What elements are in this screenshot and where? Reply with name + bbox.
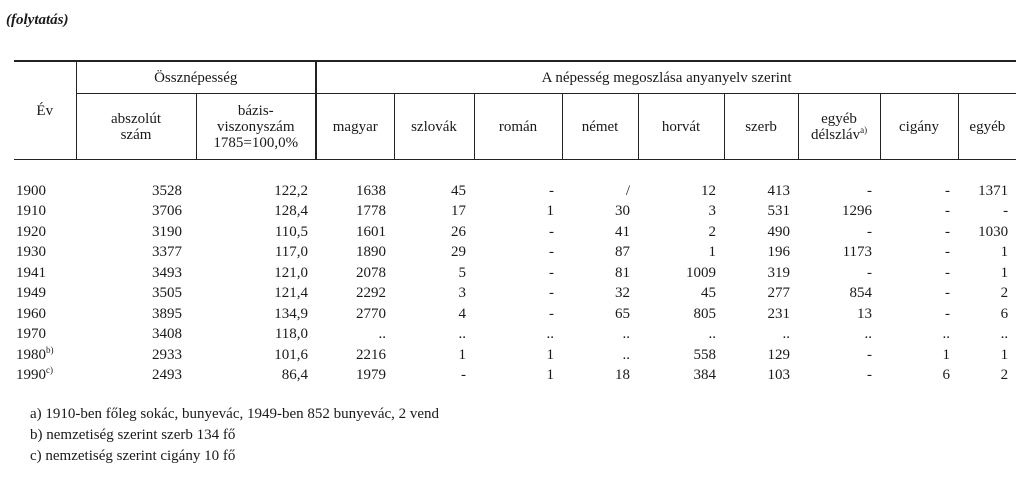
table-cell: 2078 xyxy=(356,264,387,281)
table-cell: .. xyxy=(622,326,631,343)
year-cell: 1900 xyxy=(16,182,46,199)
table-row xyxy=(14,345,1016,366)
col-nemet: német xyxy=(562,94,638,160)
table-cell: 1296 xyxy=(842,203,873,220)
table-cell: .. xyxy=(1000,326,1009,343)
population-table xyxy=(14,60,1016,386)
table-cell: 1 xyxy=(546,367,555,384)
table-cell: 1030 xyxy=(978,223,1009,240)
year-cell: 1941 xyxy=(16,264,46,281)
year-cell: 1949 xyxy=(16,285,46,302)
table-cell: - xyxy=(867,223,873,240)
table-cell: - xyxy=(945,285,951,302)
table-cell: 81 xyxy=(615,264,631,281)
table-row xyxy=(14,263,1016,284)
table-cell: 2292 xyxy=(356,285,387,302)
table-cell: - xyxy=(945,264,951,281)
table-cell: 1009 xyxy=(686,264,717,281)
table-cell: 6 xyxy=(942,367,951,384)
table-cell: 3408 xyxy=(152,326,182,343)
table-cell: - xyxy=(549,223,555,240)
table-cell: - xyxy=(945,305,951,322)
table-cell: 3706 xyxy=(152,203,182,220)
footnote-a: a) 1910-ben főleg sokác, bunyevác, 1949-ben 852 bunyevác, 2 vend xyxy=(30,406,440,422)
table-cell: 196 xyxy=(767,244,791,261)
table-cell: 134,9 xyxy=(274,305,309,322)
table-row xyxy=(14,181,1016,202)
table-cell: 26 xyxy=(451,223,467,240)
absolute-number-header: abszolút szám xyxy=(76,94,196,160)
table-cell: 87 xyxy=(615,244,631,261)
table-cell: 1778 xyxy=(356,203,387,220)
col-egyeb-delszlav: egyéb délszláv$^{a)}$ xyxy=(798,94,880,160)
year-header: Év xyxy=(14,61,76,160)
table-cell: 3 xyxy=(708,203,717,220)
table-cell: 13 xyxy=(857,305,873,322)
col-szlovak: szlovák xyxy=(394,94,474,160)
table-row xyxy=(14,222,1016,243)
table-cell: 2 xyxy=(708,223,717,240)
table-cell: 1979 xyxy=(356,367,387,384)
table-cell: 32 xyxy=(615,285,631,302)
table-cell: 1 xyxy=(942,346,951,363)
table-cell: 1 xyxy=(458,346,467,363)
table-cell: 2 xyxy=(1000,285,1009,302)
footnotes xyxy=(30,404,439,467)
table-cell: .. xyxy=(378,326,387,343)
language-distribution-header: A népesség megoszlása anyanyelv szerint xyxy=(316,61,1016,94)
table-cell: 3190 xyxy=(152,223,182,240)
table-cell: 5 xyxy=(458,264,467,281)
table-row xyxy=(14,201,1016,222)
table-cell: 3493 xyxy=(152,264,182,281)
table-cell: - xyxy=(549,305,555,322)
table-cell: .. xyxy=(782,326,791,343)
table-cell: 4 xyxy=(458,305,467,322)
footnote-b: b) nemzetiség szerint szerb 134 fő xyxy=(30,427,236,443)
table-cell: 1638 xyxy=(356,182,387,199)
table-cell: 121,0 xyxy=(274,264,309,281)
table-cell: 490 xyxy=(767,223,791,240)
table-cell: - xyxy=(549,264,555,281)
table-cell: 18 xyxy=(615,367,631,384)
table-cell: 3377 xyxy=(152,244,182,261)
table-row xyxy=(14,242,1016,263)
table-cell: 2933 xyxy=(152,346,182,363)
table-cell: 2770 xyxy=(356,305,387,322)
table-cell: 65 xyxy=(615,305,631,322)
table-cell: - xyxy=(867,182,873,199)
table-cell: 1 xyxy=(546,203,555,220)
table-cell: 319 xyxy=(767,264,791,281)
table-cell: 231 xyxy=(767,305,791,322)
col-szerb: szerb xyxy=(724,94,798,160)
col-horvat: horvát xyxy=(638,94,724,160)
col-cigany: cigány xyxy=(880,94,958,160)
year-cell: 1920 xyxy=(16,223,46,240)
table-cell: 2216 xyxy=(356,346,387,363)
table-cell: 1173 xyxy=(842,244,873,261)
table-cell: .. xyxy=(864,326,873,343)
table-cell: 45 xyxy=(451,182,467,199)
total-population-header: Össznépesség xyxy=(76,61,316,94)
index-number-header: bázis- viszonyszám 1785=100,0% xyxy=(196,94,316,160)
table-cell: - xyxy=(549,244,555,261)
table-cell: 129 xyxy=(767,346,791,363)
footnote-c: c) nemzetiség szerint cigány 10 fő xyxy=(30,448,236,464)
table-cell: 2 xyxy=(1000,367,1009,384)
year-cell: 1960 xyxy=(16,305,46,322)
table-cell: - xyxy=(867,264,873,281)
table-cell: - xyxy=(549,285,555,302)
table-cell: 277 xyxy=(767,285,791,302)
table-cell: .. xyxy=(622,346,631,363)
table-cell: - xyxy=(867,346,873,363)
table-cell: 45 xyxy=(701,285,717,302)
table-row xyxy=(14,283,1016,304)
table-cell: - xyxy=(549,182,555,199)
table-cell: 30 xyxy=(615,203,631,220)
table-cell: - xyxy=(945,203,951,220)
table-cell: 1 xyxy=(1000,264,1009,281)
table-cell: 122,2 xyxy=(274,182,309,199)
table-row xyxy=(14,324,1016,345)
table-cell: .. xyxy=(458,326,467,343)
table-cell: 384 xyxy=(693,367,717,384)
table-cell: 128,4 xyxy=(274,203,309,220)
table-cell: 558 xyxy=(693,346,717,363)
table-cell: 854 xyxy=(849,285,873,302)
table-cell: 103 xyxy=(767,367,791,384)
table-cell: - xyxy=(867,367,873,384)
table-cell: .. xyxy=(942,326,951,343)
table-cell: 29 xyxy=(451,244,467,261)
table-row xyxy=(14,304,1016,325)
table-cell: - xyxy=(945,223,951,240)
year-cell: 1970 xyxy=(16,326,46,343)
table-cell: 86,4 xyxy=(281,367,309,384)
table-cell: - xyxy=(1003,203,1009,220)
table-cell: 101,6 xyxy=(274,346,309,363)
table-cell: - xyxy=(945,182,951,199)
table-cell: 1 xyxy=(708,244,717,261)
table-cell: 1 xyxy=(1000,244,1009,261)
table-cell: 1601 xyxy=(356,223,387,240)
table-cell: 121,4 xyxy=(274,285,309,302)
table-cell: 12 xyxy=(701,182,717,199)
table-cell: 3 xyxy=(458,285,467,302)
table-cell: 110,5 xyxy=(274,223,309,240)
year-cell: 1910 xyxy=(16,203,46,220)
table-cell: 3505 xyxy=(152,285,182,302)
table-cell: - xyxy=(945,244,951,261)
table-cell: 117,0 xyxy=(274,244,309,261)
table-cell: 1890 xyxy=(356,244,387,261)
col-roman: román xyxy=(474,94,562,160)
col-magyar: magyar xyxy=(316,94,394,160)
table-cell: 3528 xyxy=(152,182,182,199)
table-body xyxy=(14,160,1016,386)
col-egyeb: egyéb xyxy=(958,94,1016,160)
table-cell: 413 xyxy=(767,182,791,199)
year-cell: 1930 xyxy=(16,244,46,261)
table-cell: 531 xyxy=(767,203,791,220)
table-cell: 2493 xyxy=(152,367,182,384)
table-cell: .. xyxy=(546,326,555,343)
table-cell: / xyxy=(625,182,631,199)
table-cell: 118,0 xyxy=(274,326,309,343)
table-cell: .. xyxy=(708,326,717,343)
table-cell: - xyxy=(461,367,467,384)
table-cell: 3895 xyxy=(152,305,182,322)
continuation-label: (folytatás) xyxy=(6,12,69,28)
table-row xyxy=(14,365,1016,386)
table-cell: 6 xyxy=(1000,305,1009,322)
table-cell: 17 xyxy=(451,203,467,220)
table-cell: 1 xyxy=(546,346,555,363)
year-cell: 1990$^{c)}$ xyxy=(16,365,53,384)
year-cell: 1980$^{b)}$ xyxy=(16,344,54,363)
table-cell: 1 xyxy=(1000,346,1009,363)
table-cell: 41 xyxy=(615,223,631,240)
table-cell: 1371 xyxy=(978,182,1009,199)
table-cell: 805 xyxy=(693,305,717,322)
